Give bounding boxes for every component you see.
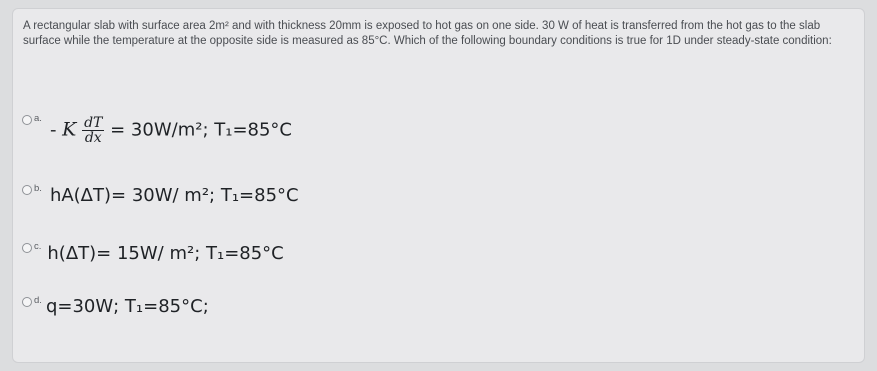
radio-button-c[interactable] <box>22 243 32 253</box>
radio-button-a[interactable] <box>22 115 32 125</box>
option-a-prefix: - <box>49 119 63 141</box>
option-letter-b: b. <box>34 183 42 194</box>
option-letter-d: d. <box>34 295 42 306</box>
option-b-expression: hA(ΔT)= 30W/ m²; T₁=85°C <box>49 185 299 206</box>
option-letter-a: a. <box>34 113 42 124</box>
derivative-fraction <box>82 116 104 145</box>
option-a-expression <box>50 116 292 145</box>
option-letter-c: c. <box>34 241 42 252</box>
option-c-expression: h(ΔT)= 15W/ m²; T₁=85°C <box>47 243 284 264</box>
option-b[interactable] <box>22 182 299 206</box>
option-d-expression: q=30W; T₁=85°C; <box>45 296 209 317</box>
option-d[interactable] <box>22 294 209 317</box>
question-card <box>12 8 865 363</box>
fraction-numerator: dT <box>84 115 103 131</box>
radio-button-d[interactable] <box>22 297 32 307</box>
fraction-denominator: dx <box>84 130 102 146</box>
option-a[interactable] <box>22 112 292 145</box>
option-a-suffix: = 30W/m²; T₁=85°C <box>104 119 292 141</box>
radio-button-b[interactable] <box>22 185 32 195</box>
question-text: A rectangular slab with surface area 2m² and with thickness 20mm is exposed to hot gas on one side. 30 W of heat is transferred from the hot gas to the slab surface while the temperature at the opposite side is measured as 85°C. Which of the following boundary conditions is true for 1D under steady-state condition: <box>23 20 832 47</box>
option-a-k-symbol: K <box>62 118 77 141</box>
option-c[interactable] <box>22 240 284 264</box>
